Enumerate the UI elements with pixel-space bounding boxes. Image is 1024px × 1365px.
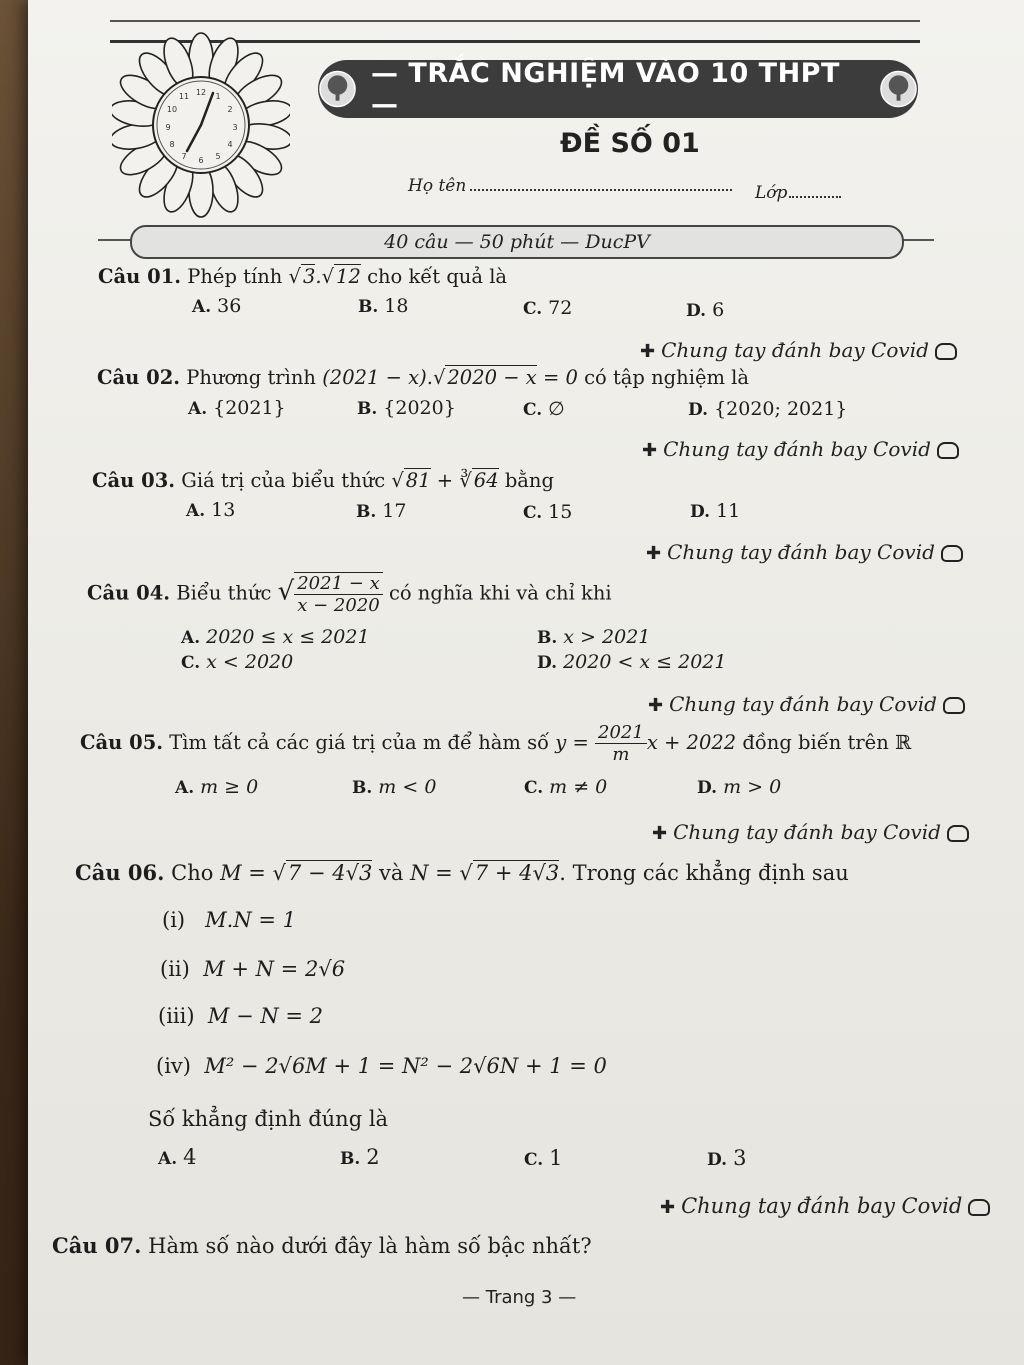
covid-note <box>660 1194 990 1218</box>
statement-label: (iii) <box>158 1004 195 1028</box>
svg-text:7: 7 <box>181 152 187 161</box>
statement-iii <box>158 1004 323 1028</box>
option-a[interactable] <box>158 1145 196 1169</box>
option-letter: C. <box>524 1150 544 1170</box>
question-06-conclusion: Số khẳng định đúng là <box>148 1107 389 1131</box>
option-value: x < 2020 <box>206 651 294 673</box>
svg-text:5: 5 <box>215 152 221 161</box>
option-letter: A. <box>175 778 195 798</box>
question-text: có tập nghiệm là <box>584 366 750 389</box>
math-expression: M.N = 1 <box>205 908 297 932</box>
option-c[interactable] <box>524 776 607 798</box>
option-value: 6 <box>712 299 725 321</box>
fist-icon <box>943 697 965 714</box>
exam-banner <box>318 60 918 118</box>
statement-iv <box>156 1054 607 1078</box>
math-expression: √ 81 + ∛ 64 <box>391 469 499 492</box>
math-expression: y = $\frac{2021}{m}$ x + 2022 <box>555 722 737 765</box>
hand-plus-icon: ✚ <box>660 1197 676 1218</box>
option-value: m > 0 <box>723 776 782 798</box>
clock-flower-icon <box>112 32 290 218</box>
option-b[interactable] <box>356 500 406 522</box>
question-text: Hàm số nào dưới đây là hàm số bậc nhất? <box>148 1234 592 1258</box>
time-info-text: 40 câu — 50 phút — DucPV <box>384 231 650 253</box>
question-05 <box>80 722 911 765</box>
option-letter: C. <box>524 778 544 798</box>
option-letter: B. <box>537 628 558 648</box>
name-field[interactable] <box>408 176 732 196</box>
option-value: m ≠ 0 <box>549 776 608 798</box>
option-value: 3 <box>733 1146 747 1170</box>
hand-plus-icon: ✚ <box>640 341 656 362</box>
option-letter: B. <box>356 502 377 522</box>
fist-icon <box>937 442 959 459</box>
option-letter: D. <box>707 1150 728 1170</box>
option-letter: C. <box>523 400 543 420</box>
page-number: — Trang 3 — <box>462 1287 577 1308</box>
question-text: bằng <box>504 469 554 492</box>
covid-note <box>648 692 965 716</box>
option-letter: D. <box>537 653 558 673</box>
option-letter: A. <box>188 399 208 419</box>
option-c[interactable] <box>523 501 572 523</box>
math-expression: (2021 − x).√ 2020 − x = 0 <box>322 366 578 389</box>
math-expression: M − N = 2 <box>207 1004 324 1028</box>
covid-note <box>640 338 957 362</box>
statement-label: (i) <box>162 908 186 932</box>
covid-note-text: Chung tay đánh bay Covid <box>667 540 935 564</box>
question-label: Câu 02. <box>97 366 181 389</box>
question-label: Câu 05. <box>80 731 164 754</box>
pill-rule-left <box>98 239 132 241</box>
svg-text:10: 10 <box>166 105 178 114</box>
question-text: Phép tính <box>187 265 283 288</box>
option-value: m < 0 <box>378 776 437 798</box>
class-blank[interactable] <box>789 196 841 198</box>
question-label: Câu 01. <box>98 265 182 288</box>
option-letter: B. <box>358 297 379 317</box>
question-04 <box>87 572 612 616</box>
option-a[interactable] <box>186 499 235 521</box>
option-value: x > 2021 <box>563 626 651 648</box>
covid-note-text: Chung tay đánh bay Covid <box>669 692 937 716</box>
statement-ii <box>160 957 345 981</box>
option-value: 18 <box>384 295 409 317</box>
statement-label: (iv) <box>156 1054 191 1078</box>
question-text: cho kết quả là <box>367 265 508 288</box>
question-07 <box>52 1233 592 1258</box>
svg-text:4: 4 <box>227 140 233 149</box>
option-letter: C. <box>181 653 201 673</box>
question-text: Biểu thức <box>176 581 272 605</box>
covid-note-text: Chung tay đánh bay Covid <box>663 437 931 461</box>
option-d[interactable] <box>686 299 724 321</box>
option-c[interactable] <box>181 651 293 673</box>
option-letter: A. <box>186 501 206 521</box>
option-letter: B. <box>357 399 378 419</box>
statement-i <box>162 908 296 932</box>
question-06 <box>75 860 849 885</box>
option-value: 2 <box>366 1145 380 1169</box>
option-letter: C. <box>523 503 543 523</box>
math-expression: √ 3.√ 12 <box>288 265 361 288</box>
covid-note-text: Chung tay đánh bay Covid <box>673 820 941 844</box>
option-d[interactable] <box>537 651 726 673</box>
option-value: {2020} <box>383 397 456 419</box>
fist-icon <box>935 343 957 360</box>
question-text: đồng biến trên ℝ <box>742 731 912 754</box>
svg-text:1: 1 <box>215 92 221 101</box>
option-letter: B. <box>352 778 373 798</box>
math-expression: N = √7 + 4√3 <box>410 861 560 885</box>
option-letter: A. <box>192 297 212 317</box>
option-letter: B. <box>340 1149 361 1169</box>
statement-label: (ii) <box>160 957 190 981</box>
top-rule <box>110 20 920 22</box>
question-text: Phương trình <box>186 366 316 389</box>
option-value: 2020 ≤ x ≤ 2021 <box>206 626 370 648</box>
question-label: Câu 03. <box>92 469 176 492</box>
option-a[interactable] <box>192 295 241 317</box>
option-c[interactable] <box>523 297 572 319</box>
tree-emblem-icon <box>318 69 357 109</box>
covid-note-text: Chung tay đánh bay Covid <box>681 1194 963 1218</box>
math-expression: √ <box>277 576 295 607</box>
tree-emblem-icon <box>879 69 918 109</box>
math-expression: M = √7 − 4√3 <box>220 861 373 885</box>
option-d[interactable] <box>697 776 781 798</box>
option-a[interactable] <box>175 776 258 798</box>
option-letter: A. <box>158 1149 178 1169</box>
option-value: {2021} <box>213 397 286 419</box>
class-field[interactable] <box>755 183 841 203</box>
option-value: 15 <box>548 501 573 523</box>
option-b[interactable] <box>358 295 408 317</box>
class-label: Lớp <box>755 183 788 203</box>
option-value: {2020; 2021} <box>714 398 848 420</box>
name-label: Họ tên <box>408 176 467 196</box>
svg-text:3: 3 <box>232 123 238 132</box>
svg-text:6: 6 <box>198 156 204 165</box>
question-label: Câu 04. <box>87 581 171 605</box>
option-value: ∅ <box>548 398 565 420</box>
option-b[interactable] <box>340 1145 380 1169</box>
covid-note <box>646 540 963 564</box>
option-value: 2020 < x ≤ 2021 <box>563 651 727 673</box>
option-letter: C. <box>523 299 543 319</box>
question-label: Câu 07. <box>52 1233 142 1258</box>
option-c[interactable] <box>524 1146 563 1170</box>
svg-text:9: 9 <box>165 123 171 132</box>
option-letter: D. <box>690 502 711 522</box>
fraction: $\frac{2021 - x}{x - 2020}$ <box>294 572 383 616</box>
covid-note <box>642 437 959 461</box>
option-d[interactable] <box>707 1146 746 1170</box>
question-label: Câu 06. <box>75 860 165 885</box>
covid-note-text: Chung tay đánh bay Covid <box>661 338 929 362</box>
option-b[interactable] <box>352 776 436 798</box>
question-text: Cho <box>171 861 214 885</box>
hand-plus-icon: ✚ <box>652 823 668 844</box>
hand-plus-icon: ✚ <box>646 543 662 564</box>
name-blank[interactable] <box>470 189 732 191</box>
option-letter: D. <box>686 301 707 321</box>
svg-text:8: 8 <box>169 140 175 149</box>
option-value: 17 <box>382 500 407 522</box>
option-d[interactable] <box>688 398 847 420</box>
question-text: Giá trị của biểu thức <box>181 469 386 492</box>
hand-plus-icon: ✚ <box>642 440 658 461</box>
time-info <box>130 225 904 259</box>
option-value: 1 <box>549 1146 563 1170</box>
svg-text:2: 2 <box>227 105 233 114</box>
option-letter: D. <box>688 400 709 420</box>
question-text: và <box>379 861 404 885</box>
banner-title: — TRẮC NGHIỆM VÀO 10 THPT — <box>371 58 840 120</box>
svg-text:12: 12 <box>195 88 207 97</box>
hand-plus-icon: ✚ <box>648 695 664 716</box>
svg-text:11: 11 <box>178 92 190 101</box>
option-b[interactable] <box>357 397 456 419</box>
option-a[interactable] <box>181 626 370 648</box>
math-expression: M + N = 2√6 <box>203 957 346 981</box>
option-value: 4 <box>183 1145 197 1169</box>
fist-icon <box>947 825 969 842</box>
question-02 <box>97 366 749 389</box>
option-value: 11 <box>716 500 741 522</box>
math-expression: M² − 2√6M + 1 = N² − 2√6N + 1 = 0 <box>204 1054 607 1078</box>
fist-icon <box>968 1199 990 1216</box>
question-text: có nghĩa khi và chỉ khi <box>388 581 612 605</box>
option-c[interactable] <box>523 398 565 420</box>
covid-note <box>652 820 969 844</box>
option-value: 36 <box>217 295 242 317</box>
exam-number: ĐỀ SỐ 01 <box>560 128 700 159</box>
question-text: . Trong các khẳng định sau <box>559 861 849 885</box>
option-value: m ≥ 0 <box>200 776 259 798</box>
fist-icon <box>941 545 963 562</box>
option-a[interactable] <box>188 397 286 419</box>
question-01 <box>98 265 507 288</box>
question-text: Tìm tất cả các giá trị của m để hàm số <box>169 731 550 754</box>
option-value: 13 <box>211 499 236 521</box>
option-b[interactable] <box>537 626 650 648</box>
option-d[interactable] <box>690 500 740 522</box>
question-03 <box>92 469 554 492</box>
option-value: 72 <box>548 297 573 319</box>
option-letter: A. <box>181 628 201 648</box>
option-letter: D. <box>697 778 718 798</box>
